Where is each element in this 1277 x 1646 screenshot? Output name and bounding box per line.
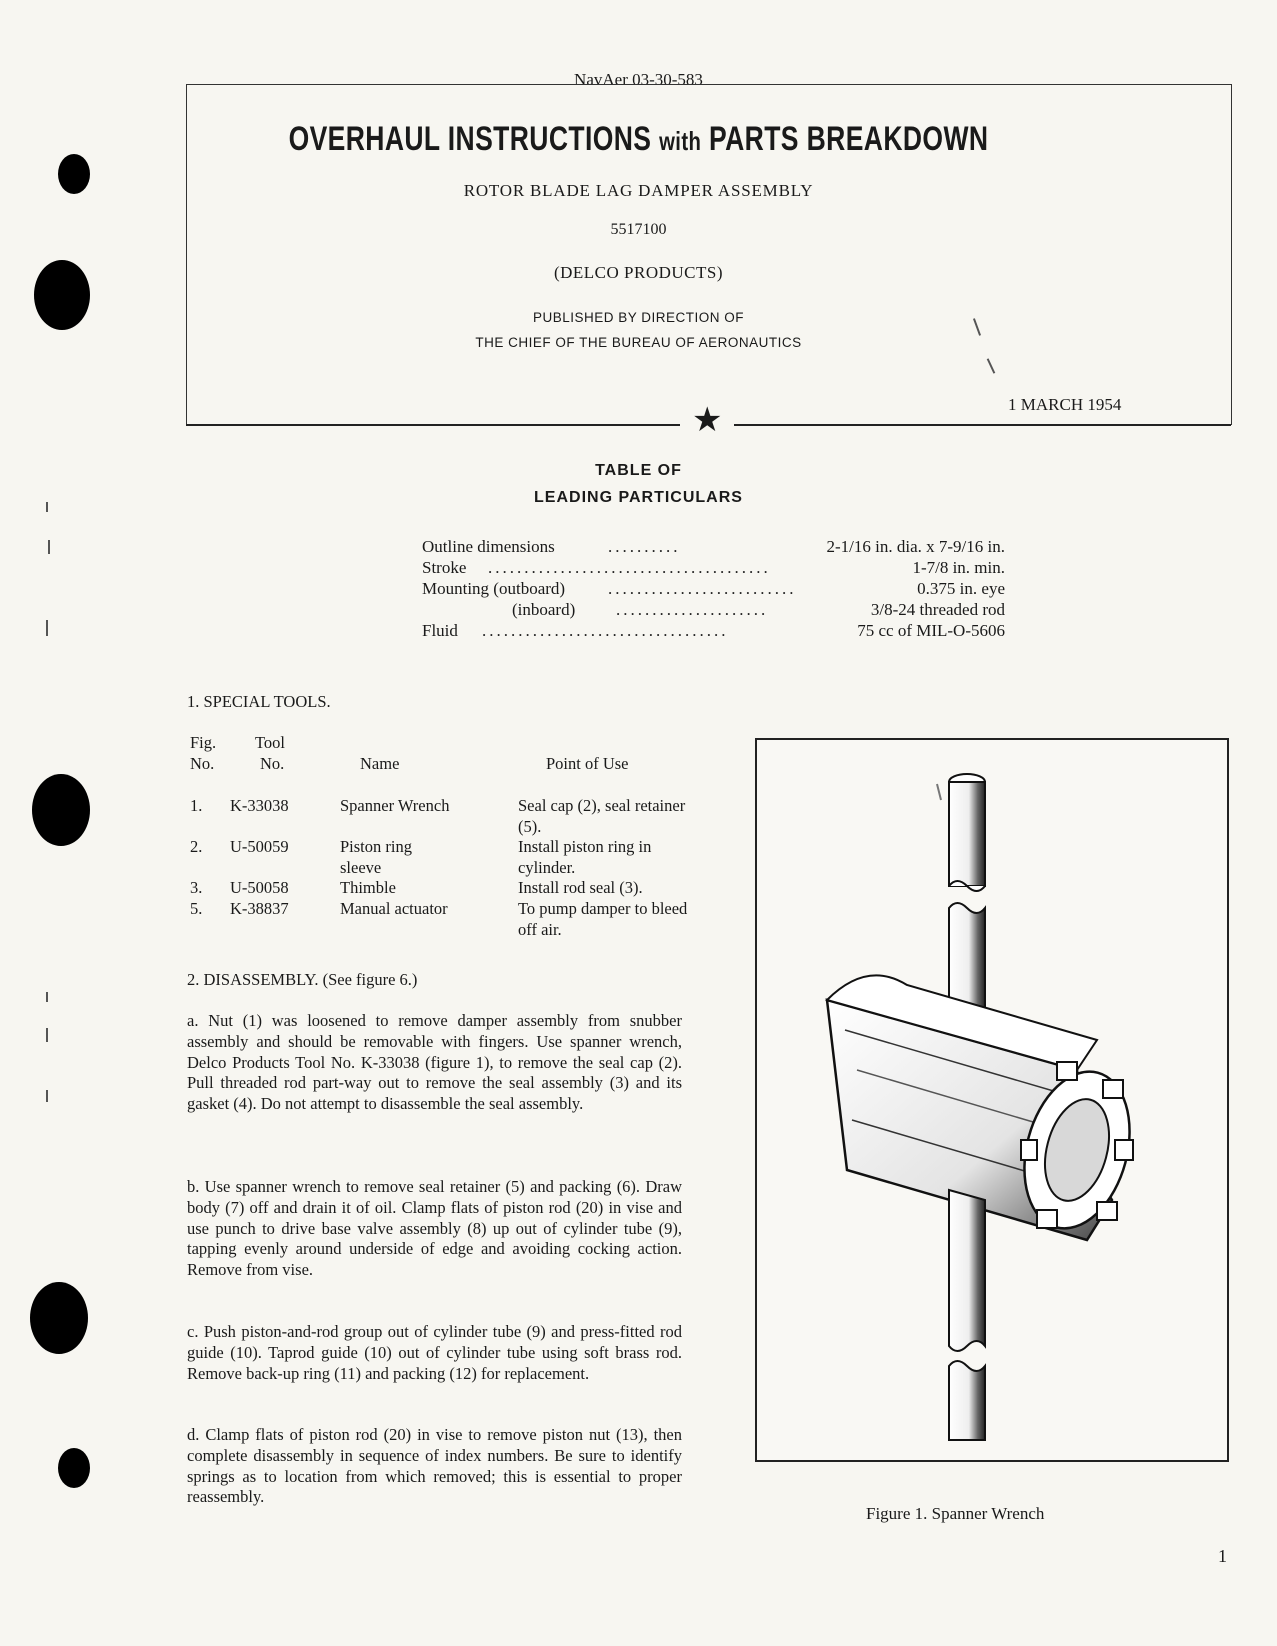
scan-mark <box>46 1090 48 1102</box>
particulars-label: Mounting (outboard) <box>422 579 566 598</box>
paragraph-a: a. Nut (1) was loosened to remove damper assembly from snubber assembly and should be removable with fingers. Use spanner wrench, Delco Products Tool No. K-33038 (figure 1), to remove the seal cap (2). Pull threaded rod part-way out to remove the seal assembly (3) and its gasket (4). Do not attempt to disassemble the seal assembly. <box>187 1011 682 1114</box>
page-number: 1 <box>1218 1546 1227 1566</box>
published-line-2: THE CHIEF OF THE BUREAU OF AERONAUTICS <box>475 335 802 350</box>
cell-use: Install piston ring in cylinder. <box>518 837 652 877</box>
col-tool-label-1: Tool <box>255 733 286 752</box>
particulars-value: 75 cc of MIL-O-5606 <box>857 621 1005 640</box>
cell-fig: 1. <box>190 796 203 815</box>
leader-dots: .......................... <box>608 579 797 598</box>
leading-particulars-title-1: TABLE OF <box>595 462 682 479</box>
cell-name: Thimble <box>340 878 396 897</box>
cell-tool: K-38837 <box>230 899 289 918</box>
col-name-header: Name <box>360 754 400 773</box>
document-number: NavAer 03-30-583 <box>574 70 703 89</box>
scan-mark <box>46 992 48 1002</box>
cell-use: Seal cap (2), seal retainer (5). <box>518 796 686 836</box>
figure-caption: Figure 1. Spanner Wrench <box>866 1504 1045 1523</box>
manufacturer: (DELCO PRODUCTS) <box>553 263 724 282</box>
particulars-value: 1-7/8 in. min. <box>912 558 1005 577</box>
particulars-value: 3/8-24 threaded rod <box>870 600 1005 619</box>
particulars-label: (inboard) <box>512 600 576 619</box>
paragraph-c: c. Push piston-and-rod group out of cylinder tube (9) and press-fitted rod guide (10). Taprod guide (10) out of cylinder tube using soft brass rod. Remove back-up ring (11) and packing (12) for replacement. <box>187 1322 682 1383</box>
col-fig-label-2: No. <box>190 753 215 773</box>
title-box-rule-right <box>734 424 1231 426</box>
cell-fig: 3. <box>190 878 203 897</box>
binder-hole <box>58 1448 90 1488</box>
figure-1-frame <box>755 738 1229 1462</box>
leader-dots: .................................. <box>482 621 729 640</box>
particulars-label: Outline dimensions <box>422 537 555 556</box>
cell-fig: 2. <box>190 837 203 856</box>
particulars-label: Fluid <box>422 621 458 640</box>
cell-tool: U-50059 <box>230 837 289 856</box>
cell-name: Piston ring sleeve <box>340 837 412 877</box>
title-part-1: OVERHAUL INSTRUCTIONS <box>288 120 652 158</box>
paragraph-b: b. Use spanner wrench to remove seal retainer (5) and packing (6). Draw body (7) off and drain it of oil. Clamp flats of piston rod (20) in vise and use punch to drive base valve assembly (8) up out of cylinder tube (9), tapping evenly around underside of edge and avoiding cocking action. Remove from vise. <box>187 1177 682 1280</box>
col-use-header: Point of Use <box>546 754 629 773</box>
part-number: 5517100 <box>610 221 667 238</box>
col-fig-label-1: Fig. <box>190 733 217 752</box>
cell-name: Manual actuator <box>340 899 448 918</box>
cell-tool: U-50058 <box>230 878 289 897</box>
binder-hole <box>30 1282 88 1354</box>
col-tool-header <box>255 733 285 774</box>
title-box-rule-left <box>186 424 680 426</box>
cell-use: To pump damper to bleed off air. <box>518 899 688 939</box>
cell-use: Install rod seal (3). <box>518 878 643 897</box>
scan-mark <box>48 540 50 554</box>
cell-tool: K-33038 <box>230 796 289 815</box>
scan-mark <box>46 620 48 636</box>
star-icon: ★ <box>692 402 723 439</box>
leader-dots: .......... <box>608 537 681 556</box>
leading-particulars-title-2: LEADING PARTICULARS <box>534 489 743 506</box>
published-line-1: PUBLISHED BY DIRECTION OF <box>532 310 745 325</box>
publication-date: 1 MARCH 1954 <box>1008 395 1122 414</box>
title-with: with <box>659 126 702 156</box>
cell-name: Spanner Wrench <box>340 796 450 815</box>
paragraph-d: d. Clamp flats of piston rod (20) in vise to remove piston nut (13), then complete disassembly in sequence of index numbers. Be sure to identify springs as to location from which removed; this is essential to proper reassembly. <box>187 1425 682 1507</box>
particulars-value: 0.375 in. eye <box>917 579 1005 598</box>
spanner-wrench-illustration <box>757 740 1227 1460</box>
subtitle: ROTOR BLADE LAG DAMPER ASSEMBLY <box>463 181 814 200</box>
page-title <box>140 120 1136 159</box>
particulars-label: Stroke <box>422 558 467 577</box>
scan-mark <box>46 1028 48 1042</box>
title-part-2: PARTS BREAKDOWN <box>709 120 989 158</box>
leader-dots: ..................... <box>616 600 769 619</box>
leader-dots: ....................................... <box>488 558 771 577</box>
special-tools-heading: 1. SPECIAL TOOLS. <box>187 692 331 711</box>
binder-hole <box>32 774 90 846</box>
col-tool-label-2: No. <box>260 753 285 773</box>
particulars-value: 2-1/16 in. dia. x 7-9/16 in. <box>826 537 1005 556</box>
cell-fig: 5. <box>190 899 203 918</box>
col-fig-header <box>190 733 216 774</box>
disassembly-heading: 2. DISASSEMBLY. (See figure 6.) <box>187 970 418 989</box>
